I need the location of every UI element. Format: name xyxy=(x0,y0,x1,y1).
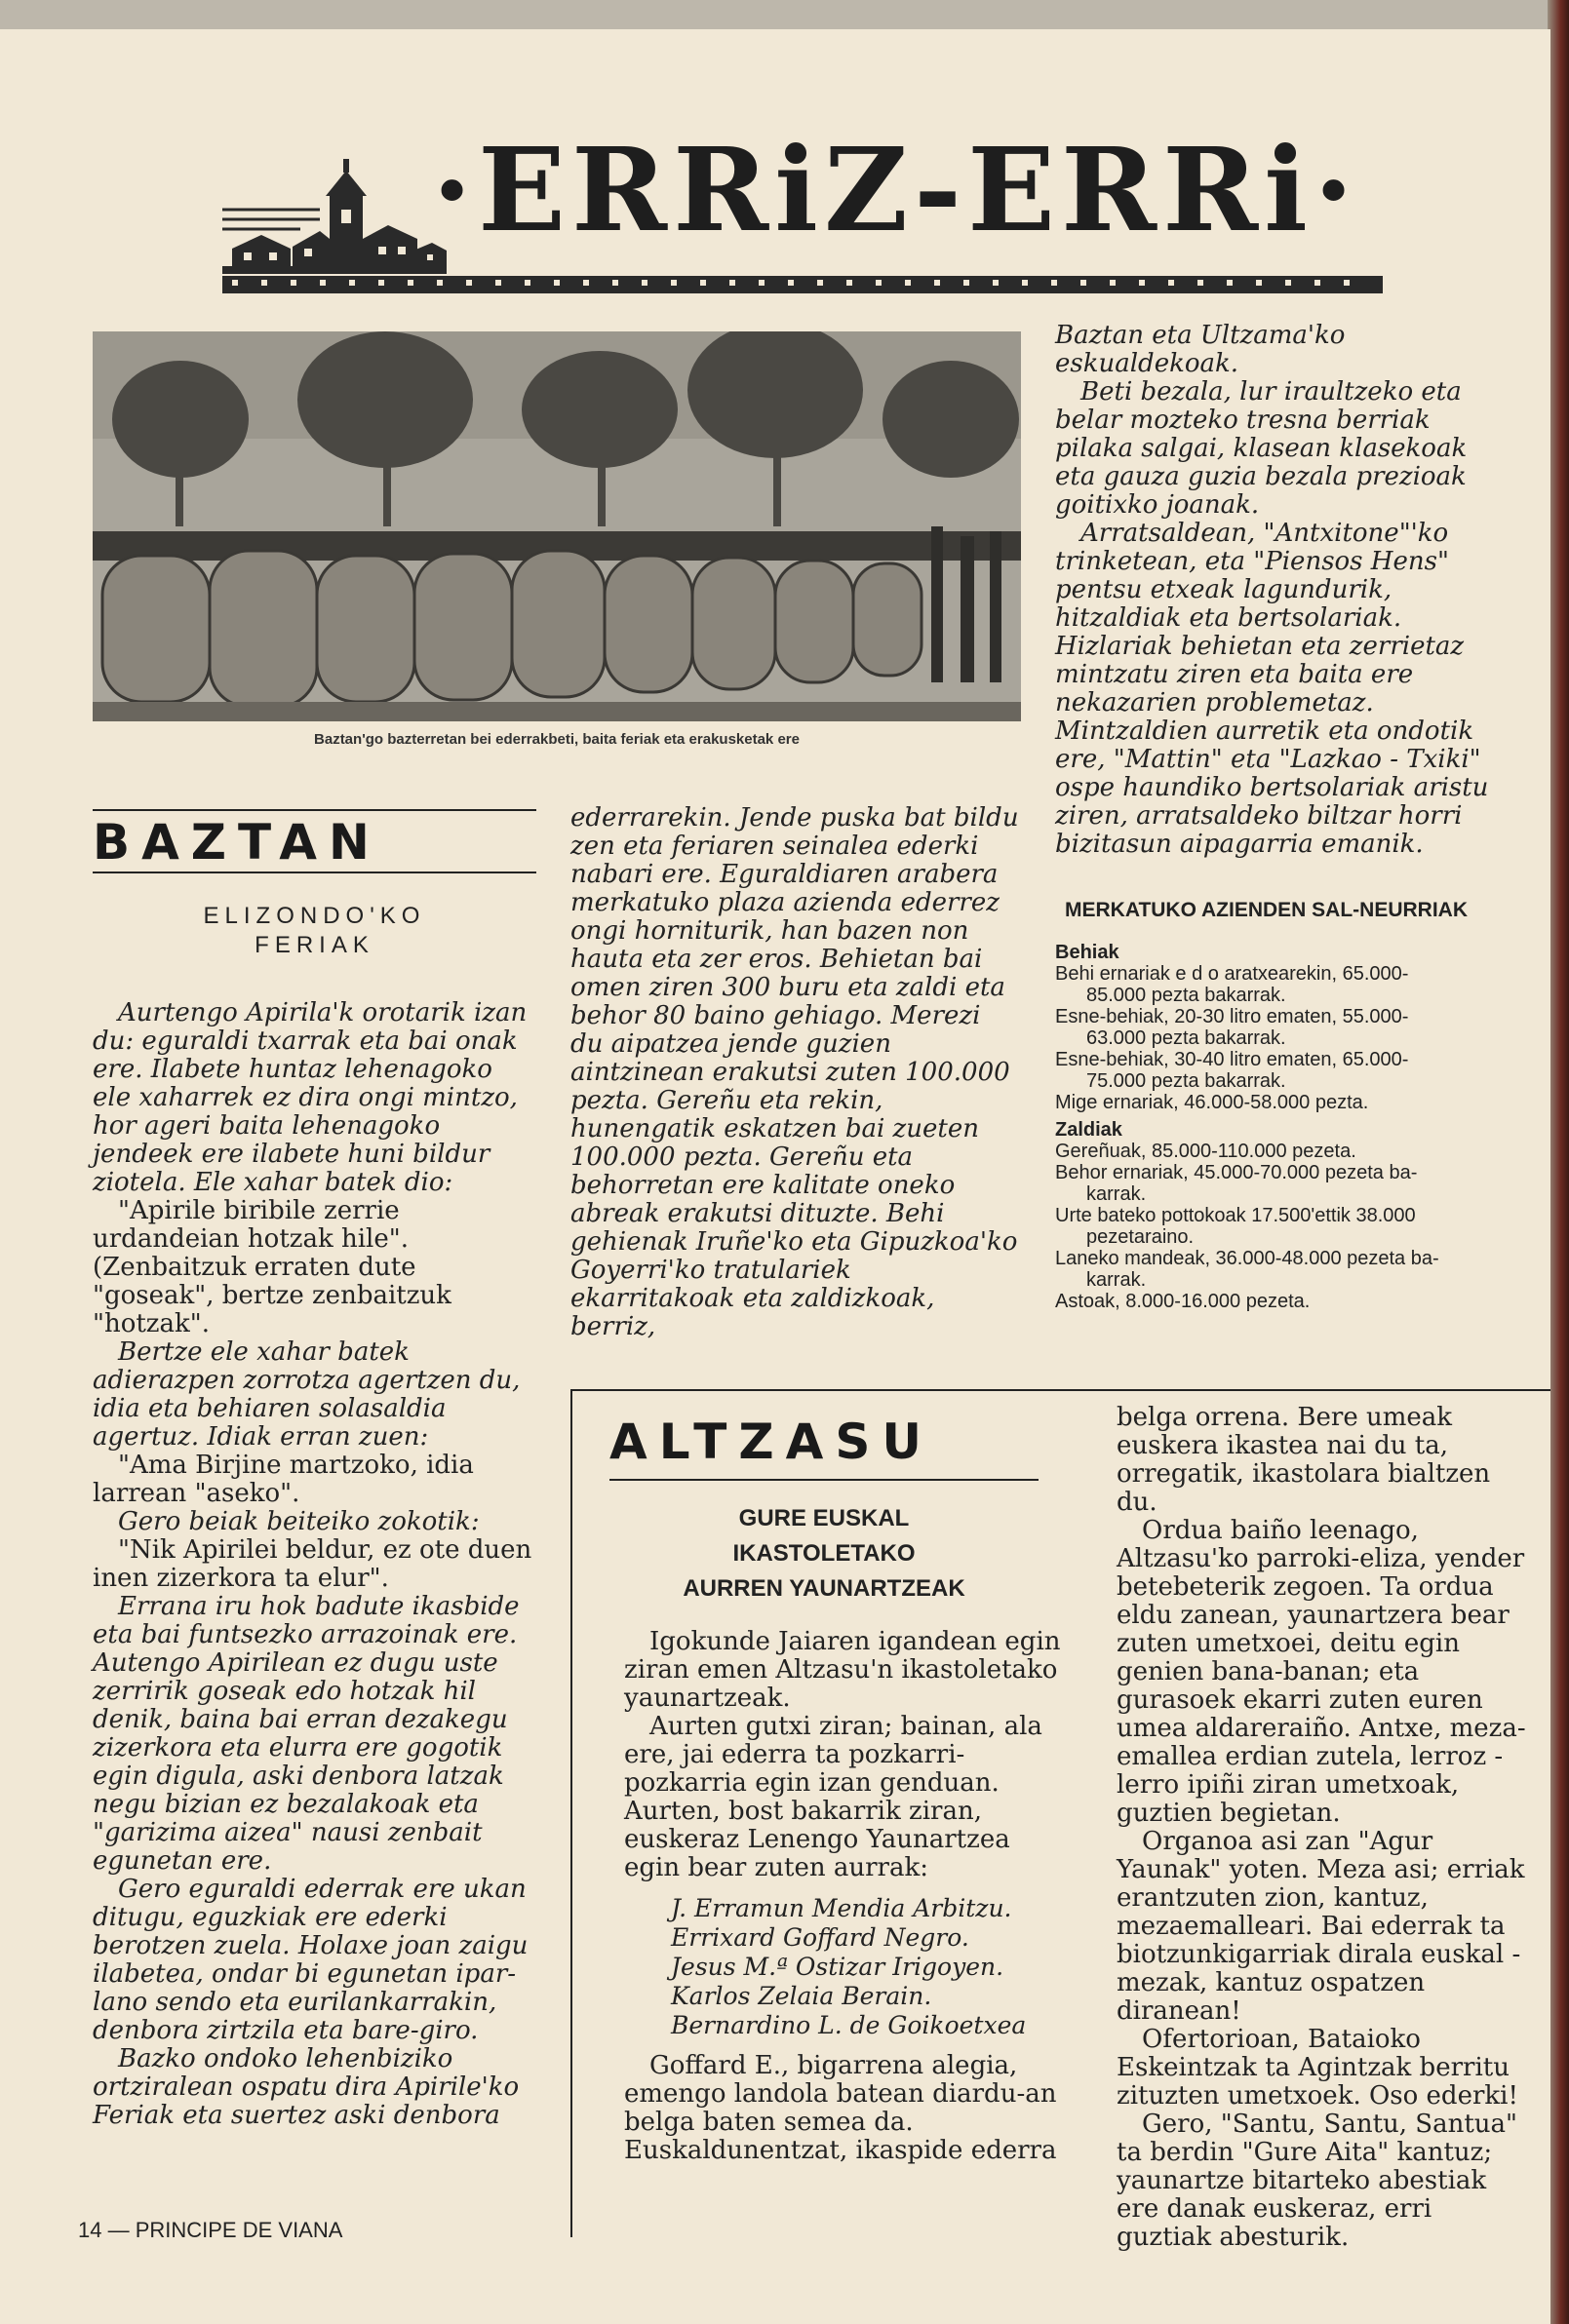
paragraph: "Ama Birjine martzoko, idia larrean "aseko". xyxy=(93,1451,474,1508)
price-category: Behiak xyxy=(1055,942,1119,963)
paragraph: Goffard E., bigarrena alegia, emengo landola batean diardu-an belga baten semea da. Euskaldunentzat, ikaspide ederra xyxy=(624,2051,1057,2165)
altzasu-subheading-line: IKASTOLETAKO xyxy=(732,1540,916,1567)
altzasu-column-2 xyxy=(1117,1404,1526,2252)
baztan-column-3 xyxy=(1055,322,1509,859)
rule xyxy=(570,1389,572,2237)
paragraph: Baztan eta Ultzama'ko eskualdekoak. xyxy=(1055,321,1346,378)
masthead xyxy=(222,122,1383,288)
price-line: Mige ernariak, 46.000-58.000 pezta. xyxy=(1055,1092,1369,1113)
masthead-fence xyxy=(222,276,1383,293)
altzasu-column-1 xyxy=(624,1628,1063,2165)
cattle-photo xyxy=(93,331,1021,721)
page-footer: 14 — PRINCIPE DE VIANA xyxy=(78,2218,343,2242)
price-line: karrak. xyxy=(1086,1183,1147,1205)
magazine-page xyxy=(0,29,1550,2324)
paragraph: Arratsaldean, "Antxitone"'ko trinketean, eta "Piensos Hens" pentsu etxeak lagundurik, hitzaldiak eta bertsolariak. Hizlariak behietan eta zerrietaz mintzatu ziren eta baita ere nekazarien problemetaz. Mintzaldien aurretik eta ondotik ere, "Mattin" eta "Lazkao - Txiki" ospe haundiko bertsolariak aristu ziren, arratsaldeko biltzar horri bizitasun aipagarria emanik. xyxy=(1055,519,1489,859)
paragraph: Ordua baiño leenago, Altzasu'ko parroki-eliza, yender betebeterik zegoen. Ta ordua eldu zanean, yaunartzera bear zuten umetxoei, deitu egin genien bana-banan; eta gurasoek ekarri zuten euren umea aldareraiño. Antxe, meza-emallea erdian zutela, lerroz - lerro ipiñi ziran umetxoak, guztien begietan. xyxy=(1117,1516,1526,1828)
price-line: 75.000 pezta bakarrak. xyxy=(1086,1070,1286,1092)
name-list xyxy=(624,1894,1063,2040)
baztan-subheading xyxy=(93,902,536,960)
paragraph: Bertze ele xahar batek adierazpen zorrotza agertzen du, idia eta behiaren solasaldia agertuz. Idiak erran zuen: xyxy=(93,1337,521,1452)
rule xyxy=(570,1389,1550,1391)
price-line: Astoak, 8.000-16.000 pezeta. xyxy=(1055,1291,1311,1312)
prices-title: MERKATUKO AZIENDEN SAL-NEURRIAK xyxy=(1065,899,1468,921)
price-category: Zaldiak xyxy=(1055,1119,1122,1141)
photo-caption: Baztan'go bazterretan bei ederrakbeti, baita feriak eta erakusketak ere xyxy=(314,731,800,748)
paragraph: Organoa asi zan "Agur Yaunak" yoten. Meza asi; erriak erantzuten zion, kantuz, mezaemalleari. Bai ederrak ta biotzunkigarriak dirala euskal - mezak, kantuz ospatzen diranean! xyxy=(1117,1827,1525,2026)
price-line: Laneko mandeak, 36.000-48.000 pezeta ba- xyxy=(1055,1248,1439,1269)
price-line: Esne-behiak, 20-30 litro ematen, 55.000- xyxy=(1055,1006,1409,1027)
paragraph: Errana iru hok badute ikasbide eta bai funtsezko arrazoinak ere. Autengo Apirilean ez dugu uste zerririk goseak edo hotzak hil denik, baina bai erran dezakegu zizerkora eta elurra ere gogotik egin digula, aski denbora latzak negu bizian ez bezalakoak eta "garizima aizea" nausi zenbait egunetan ere. xyxy=(93,1592,520,1876)
altzasu-subheading-line: AURREN YAUNARTZEAK xyxy=(683,1575,965,1602)
paragraph: ederrarekin. Jende puska bat bildu zen eta feriaren seinalea ederki nabari ere. Eguraldiaren arabera merkatuko plaza azienda ederrez ongi horniturik, han bazen non hauta eta zer eros. Behietan bai omen ziren 300 buru eta zaldi eta behor 80 baino gehiago. Merezi du aipatzea jende guzien aintzinean erakutsi zuten 100.000 pezta. Gereñu eta rekin, hunengatik eskatzen bai zueten 100.000 pezta. Gereñu eta behorretan ere kalitate oneko abreak erakutsi dituzte. Behi gehienak Iruñe'ko eta Gipuzkoa'ko Goyerri'ko tratulariek ekarritakoak eta zaldizkoak, berriz, xyxy=(570,803,1019,1341)
altzasu-heading: ALTZASU xyxy=(609,1414,933,1470)
village-icon xyxy=(222,141,447,288)
rule xyxy=(609,1479,1039,1481)
name-item: Jesus M.ª Ostizar Irigoyen. xyxy=(671,1953,1004,1981)
altzasu-subheading xyxy=(609,1501,1039,1607)
name-item: Errixard Goffard Negro. xyxy=(671,1923,969,1952)
page-edge xyxy=(1548,0,1569,2324)
paragraph: Beti bezala, lur iraultzeko eta belar mozteko tresna berriak pilaka salgai, klasean klasekoak eta gauza guzia bezala prezioak goitixko joanak. xyxy=(1055,377,1468,520)
price-line: karrak. xyxy=(1086,1269,1147,1291)
baztan-heading: BAZTAN xyxy=(93,814,381,871)
baztan-column-1 xyxy=(93,999,536,2130)
paragraph: Aurtengo Apirila'k orotarik izan du: eguraldi txarrak eta bai onak ere. Ilabete huntaz lehenagoko ele xaharrek ez dira ongi mintzo, hor ageri baita lehenagoko jendeek ere ilabete huni bildur ziotela. Ele xahar batek dio: xyxy=(93,998,528,1197)
masthead-title: ·ERRiZ-ERRi· xyxy=(432,122,1360,257)
paragraph: "Nik Apirilei beldur, ez ote duen inen zizerkora ta elur". xyxy=(93,1535,532,1593)
baztan-column-2 xyxy=(570,804,1021,1341)
rule xyxy=(93,809,536,811)
price-line: 85.000 pezta bakarrak. xyxy=(1086,985,1286,1006)
paragraph: Bazko ondoko lehenbiziko ortziralean ospatu dira Apirile'ko Feriak eta suertez aski denbora xyxy=(93,2044,520,2130)
baztan-subheading-line: ELIZONDO'KO xyxy=(203,903,426,929)
name-item: Karlos Zelaia Berain. xyxy=(671,1982,932,2010)
price-line: Esne-behiak, 30-40 litro ematen, 65.000- xyxy=(1055,1049,1409,1070)
price-line: Behor ernariak, 45.000-70.000 pezeta ba- xyxy=(1055,1162,1418,1183)
paragraph: Gero beiak beiteiko zokotik: xyxy=(118,1507,480,1536)
price-line: Urte bateko pottokoak 17.500'ettik 38.000 xyxy=(1055,1205,1416,1226)
paragraph: Gero, "Santu, Santu, Santua" ta berdin "Gure Aita" kantuz; yaunartze bitarteko abestiak ere danak euskeraz, erri guztiak abesturik. xyxy=(1117,2110,1517,2252)
price-line: 63.000 pezta bakarrak. xyxy=(1086,1027,1286,1049)
paragraph: Ofertorioan, Bataioko Eskeintzak ta Agintzak berritu zituzten umetxoek. Oso ederki! xyxy=(1117,2025,1518,2111)
paragraph: Igokunde Jaiaren igandean egin ziran emen Altzasu'n ikastoletako yaunartzeak. xyxy=(624,1627,1061,1713)
paragraph: belga orrena. Bere umeak euskera ikastea nai du ta, orregatik, ikastolara bialtzen du. xyxy=(1117,1403,1491,1517)
price-line: pezetaraino. xyxy=(1086,1226,1195,1248)
baztan-subheading-line: FERIAK xyxy=(255,932,374,958)
name-item: J. Erramun Mendia Arbitzu. xyxy=(671,1894,1012,1922)
name-item: Bernardino L. de Goikoetxea xyxy=(671,2011,1027,2039)
altzasu-subheading-line: GURE EUSKAL xyxy=(738,1505,910,1531)
paragraph: Gero eguraldi ederrak ere ukan ditugu, eguzkiak ere ederki berotzen zuela. Holaxe joan zaigu ilabetea, ondar bi egunetan ipar-lano sendo eta eurilankarrakin, denbora zirtzila eta bare-giro. xyxy=(93,1875,529,2045)
price-line: Behi ernariak e d o aratxearekin, 65.000- xyxy=(1055,963,1409,985)
price-line: Gereñuak, 85.000-110.000 pezeta. xyxy=(1055,1141,1356,1162)
paragraph: Aurten gutxi ziran; bainan, ala ere, jai ederra ta pozkarri-pozkarria egin izan genduan. Aurten, bost bakarrik ziran, euskeraz Lenengo Yaunartzea egin bear zuten aurrak: xyxy=(624,1712,1042,1882)
paragraph: "Apirile biribile zerrie urdandeian hotzak hile". (Zenbaitzuk erraten dute "goseak", bertze zenbaitzuk "hotzak". xyxy=(93,1196,451,1338)
price-list xyxy=(1055,936,1513,1312)
rule xyxy=(93,872,536,873)
